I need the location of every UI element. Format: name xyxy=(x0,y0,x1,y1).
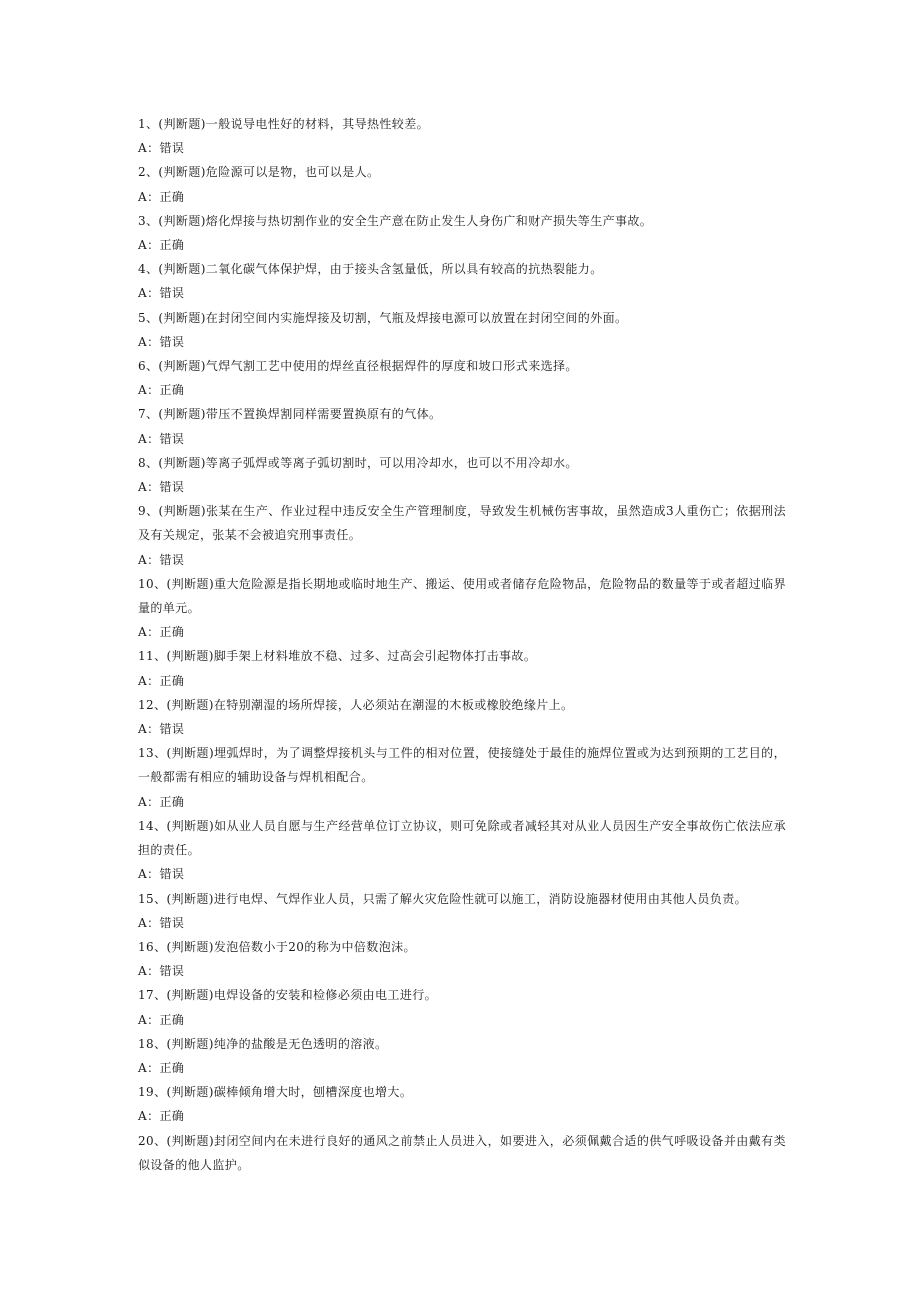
question-1: 1、(判断题)一般说导电性好的材料，其导热性较差。 xyxy=(138,117,429,131)
question-7: 7、(判断题)带压不置换焊割同样需要置换原有的气体。 xyxy=(138,407,442,422)
answer-7: A：错误 xyxy=(138,431,185,446)
answer-19: A：正确 xyxy=(138,1109,185,1124)
question-9: 9、(判断题)张某在生产、作业过程中违反安全生产管理制度，导致发生机械伤害事故，虽然造成3人重伤亡；依据刑法及有关规定，张某不会被追究刑事责任。 xyxy=(138,504,786,543)
answer-16: A：错误 xyxy=(138,964,185,979)
question-6: 6、(判断题)气焊气割工艺中使用的焊丝直径根据焊件的厚度和坡口形式来选择。 xyxy=(138,359,578,374)
question-2: 2、(判断题)危险源可以是物，也可以是人。 xyxy=(138,165,380,180)
answer-1: A：错误 xyxy=(138,141,185,156)
question-11: 11、(判断题)脚手架上材料堆放不稳、过多、过高会引起物体打击事故。 xyxy=(138,649,537,664)
answer-12: A：错误 xyxy=(138,722,185,737)
question-20: 20、(判断题)封闭空间内在未进行良好的通风之前禁止人员进入，如要进入，必须佩戴合适的供气呼吸设备并由戴有类似设备的他人监护。 xyxy=(138,1133,786,1172)
answer-5: A：错误 xyxy=(138,334,185,349)
answer-8: A：错误 xyxy=(138,480,185,495)
question-13: 13、(判断题)埋弧焊时，为了调整焊接机头与工件的相对位置，使接缝处于最佳的施焊位置或为达到预期的工艺目的，一般都需有相应的辅助设备与焊机相配合。 xyxy=(138,746,786,785)
question-5: 5、(判断题)在封闭空间内实施焊接及切割，气瓶及焊接电源可以放置在封闭空间的外面。 xyxy=(138,310,628,325)
document-page xyxy=(138,112,786,1177)
answer-3: A：正确 xyxy=(138,238,185,253)
question-8: 8、(判断题)等离子弧焊或等离子弧切割时，可以用冷却水，也可以不用冷却水。 xyxy=(138,455,578,470)
answer-17: A：正确 xyxy=(138,1012,185,1027)
answer-10: A：正确 xyxy=(138,625,185,640)
question-18: 18、(判断题)纯净的盐酸是无色透明的溶液。 xyxy=(138,1036,388,1051)
question-3: 3、(判断题)熔化焊接与热切割作业的安全生产意在防止发生人身伤广和财产损失等生产事故。 xyxy=(138,213,653,228)
answer-18: A：正确 xyxy=(138,1060,185,1075)
question-10: 10、(判断题)重大危险源是指长期地或临时地生产、搬运、使用或者储存危险物品，危险物品的数量等于或者超过临界量的单元。 xyxy=(138,576,786,616)
answer-13: A：正确 xyxy=(138,794,185,809)
answer-15: A：错误 xyxy=(138,915,185,930)
answer-14: A：错误 xyxy=(138,867,185,882)
answer-9: A：错误 xyxy=(138,552,185,567)
question-19: 19、(判断题)碳棒倾角增大时，刨槽深度也增大。 xyxy=(138,1085,413,1100)
answer-2: A：正确 xyxy=(138,189,185,204)
question-4: 4、(判断题)二氧化碳气体保护焊，由于接头含氢量低，所以具有较高的抗热裂能力。 xyxy=(138,262,603,277)
answer-4: A：错误 xyxy=(138,286,185,301)
question-15: 15、(判断题)进行电焊、气焊作业人员，只需了解火灾危险性就可以施工，消防设施器材使用由其他人员负责。 xyxy=(138,891,748,906)
answer-6: A：正确 xyxy=(138,383,185,398)
question-17: 17、(判断题)电焊设备的安装和检修必须由电工进行。 xyxy=(138,988,438,1003)
answer-11: A：正确 xyxy=(138,673,185,688)
question-14: 14、(判断题)如从业人员自愿与生产经营单位订立协议，则可免除或者减轻其对从业人员因生产安全事故伤亡依法应承担的责任。 xyxy=(138,818,786,858)
question-16: 16、(判断题)发泡倍数小于20的称为中倍数泡沫。 xyxy=(138,939,416,954)
question-12: 12、(判断题)在特别潮湿的场所焊接，人必须站在潮湿的木板或橡胶绝缘片上。 xyxy=(138,697,574,712)
